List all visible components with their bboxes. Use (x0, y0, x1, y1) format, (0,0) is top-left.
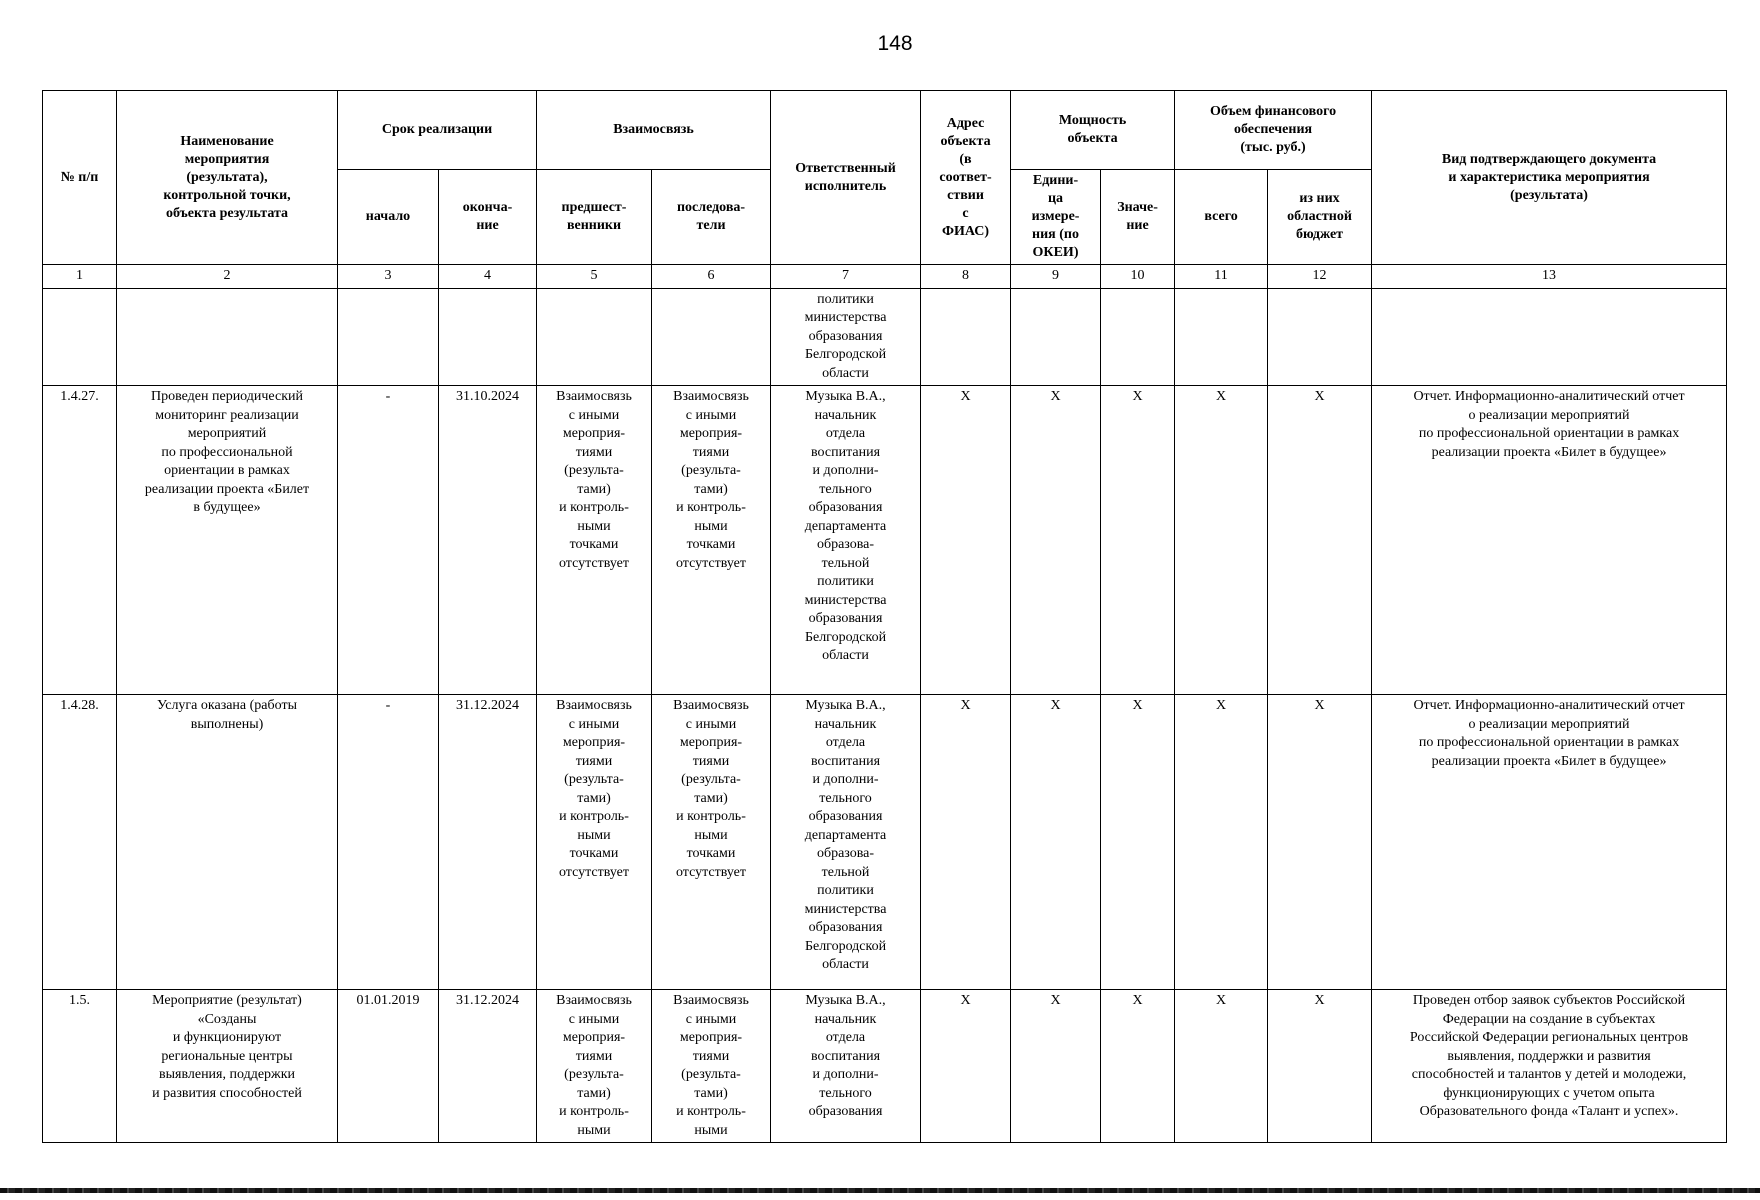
column-number: 7 (771, 265, 921, 289)
header-term-start: начало (338, 170, 439, 265)
header-capacity-value: Значе- ние (1101, 170, 1175, 265)
cell-address: X (921, 695, 1011, 990)
cell-regional: X (1268, 386, 1372, 695)
cell-num (43, 288, 117, 386)
header-doc: Вид подтверждающего документа и характеристика мероприятия (результата) (1372, 91, 1727, 265)
cell-regional (1268, 288, 1372, 386)
cell-prev (537, 288, 652, 386)
cell-prev: Взаимосвязь с иными мероприя- тиями (результа- тами) и контроль- ными точками отсутствует (537, 695, 652, 990)
column-number: 10 (1101, 265, 1175, 289)
header-capacity-unit: Едини- ца измере- ния (по ОКЕИ) (1011, 170, 1101, 265)
cell-start (338, 288, 439, 386)
cell-next: Взаимосвязь с иными мероприя- тиями (результа- тами) и контроль- ными точками отсутствует (652, 695, 771, 990)
column-number: 1 (43, 265, 117, 289)
cell-end (439, 288, 537, 386)
column-number: 13 (1372, 265, 1727, 289)
header-link-next: последова- тели (652, 170, 771, 265)
cell-total: X (1175, 695, 1268, 990)
cell-total (1175, 288, 1268, 386)
table-row (43, 990, 1727, 1143)
column-number: 12 (1268, 265, 1372, 289)
cell-name (117, 288, 338, 386)
cell-num: 1.4.27. (43, 386, 117, 695)
cell-value: X (1101, 990, 1175, 1143)
activities-table (42, 90, 1727, 1143)
table-row (43, 695, 1727, 990)
page-number: 148 (877, 32, 913, 55)
cell-end: 31.12.2024 (439, 990, 537, 1143)
cell-name: Проведен периодический мониторинг реализации мероприятий по профессиональной ориентации в рамках реализации проекта «Билет в будущее» (117, 386, 338, 695)
header-capacity: Мощность объекта (1011, 91, 1175, 170)
header-finance-total: всего (1175, 170, 1268, 265)
column-number-row (43, 265, 1727, 289)
cell-end: 31.12.2024 (439, 695, 537, 990)
header-link: Взаимосвязь (537, 91, 771, 170)
cell-total: X (1175, 386, 1268, 695)
header-name: Наименование мероприятия (результата), контрольной точки, объекта результата (117, 91, 338, 265)
cell-unit (1011, 288, 1101, 386)
cell-name: Услуга оказана (работы выполнены) (117, 695, 338, 990)
cell-start: - (338, 386, 439, 695)
column-number: 5 (537, 265, 652, 289)
cell-next: Взаимосвязь с иными мероприя- тиями (результа- тами) и контроль- ными точками отсутствует (652, 386, 771, 695)
cell-responsible: Музыка В.А., начальник отдела воспитания и дополни- тельного образования департамента образова- тельной политики министерства образования Белгородской области (771, 695, 921, 990)
header-address: Адрес объекта (в соответ- ствии с ФИАС) (921, 91, 1011, 265)
cell-num: 1.4.28. (43, 695, 117, 990)
column-number: 6 (652, 265, 771, 289)
cell-next (652, 288, 771, 386)
cell-address: X (921, 990, 1011, 1143)
cell-num: 1.5. (43, 990, 117, 1143)
cell-total: X (1175, 990, 1268, 1143)
cell-unit: X (1011, 695, 1101, 990)
table-row (43, 386, 1727, 695)
cell-value: X (1101, 695, 1175, 990)
header-finance-regional: из них областной бюджет (1268, 170, 1372, 265)
column-number: 8 (921, 265, 1011, 289)
header-term-end: оконча- ние (439, 170, 537, 265)
cell-unit: X (1011, 386, 1101, 695)
cell-value (1101, 288, 1175, 386)
header-term: Срок реализации (338, 91, 537, 170)
cell-address (921, 288, 1011, 386)
cell-next: Взаимосвязь с иными мероприя- тиями (результа- тами) и контроль- ными (652, 990, 771, 1143)
column-number: 11 (1175, 265, 1268, 289)
cell-doc: Проведен отбор заявок субъектов Российской Федерации на создание в субъектах Российской Федерации региональных центров выявления, поддержки и развития способностей и талантов у детей и молодежи, функционирующих с учетом опыта Образовательного фонда «Талант и успех». (1372, 990, 1727, 1143)
cell-responsible: политики министерства образования Белгородской области (771, 288, 921, 386)
cell-address: X (921, 386, 1011, 695)
column-number: 9 (1011, 265, 1101, 289)
table-row (43, 288, 1727, 386)
cell-doc: Отчет. Информационно-аналитический отчет о реализации мероприятий по профессиональной ориентации в рамках реализации проекта «Билет в будущее» (1372, 695, 1727, 990)
scan-edge-line (0, 1188, 1760, 1193)
cell-value: X (1101, 386, 1175, 695)
header-responsible: Ответственный исполнитель (771, 91, 921, 265)
header-link-prev: предшест- венники (537, 170, 652, 265)
cell-prev: Взаимосвязь с иными мероприя- тиями (результа- тами) и контроль- ными (537, 990, 652, 1143)
column-number: 4 (439, 265, 537, 289)
column-number: 3 (338, 265, 439, 289)
cell-regional: X (1268, 695, 1372, 990)
cell-responsible: Музыка В.А., начальник отдела воспитания и дополни- тельного образования (771, 990, 921, 1143)
header-finance: Объем финансового обеспечения (тыс. руб.) (1175, 91, 1372, 170)
cell-start: - (338, 695, 439, 990)
cell-responsible: Музыка В.А., начальник отдела воспитания и дополни- тельного образования департамента образова- тельной политики министерства образования Белгородской области (771, 386, 921, 695)
column-number: 2 (117, 265, 338, 289)
cell-doc: Отчет. Информационно-аналитический отчет о реализации мероприятий по профессиональной ориентации в рамках реализации проекта «Билет в будущее» (1372, 386, 1727, 695)
cell-name: Мероприятие (результат) «Созданы и функционируют региональные центры выявления, поддержки и развития способностей (117, 990, 338, 1143)
cell-end: 31.10.2024 (439, 386, 537, 695)
cell-prev: Взаимосвязь с иными мероприя- тиями (результа- тами) и контроль- ными точками отсутствует (537, 386, 652, 695)
cell-unit: X (1011, 990, 1101, 1143)
cell-start: 01.01.2019 (338, 990, 439, 1143)
cell-regional: X (1268, 990, 1372, 1143)
header-num: № п/п (43, 91, 117, 265)
cell-doc (1372, 288, 1727, 386)
